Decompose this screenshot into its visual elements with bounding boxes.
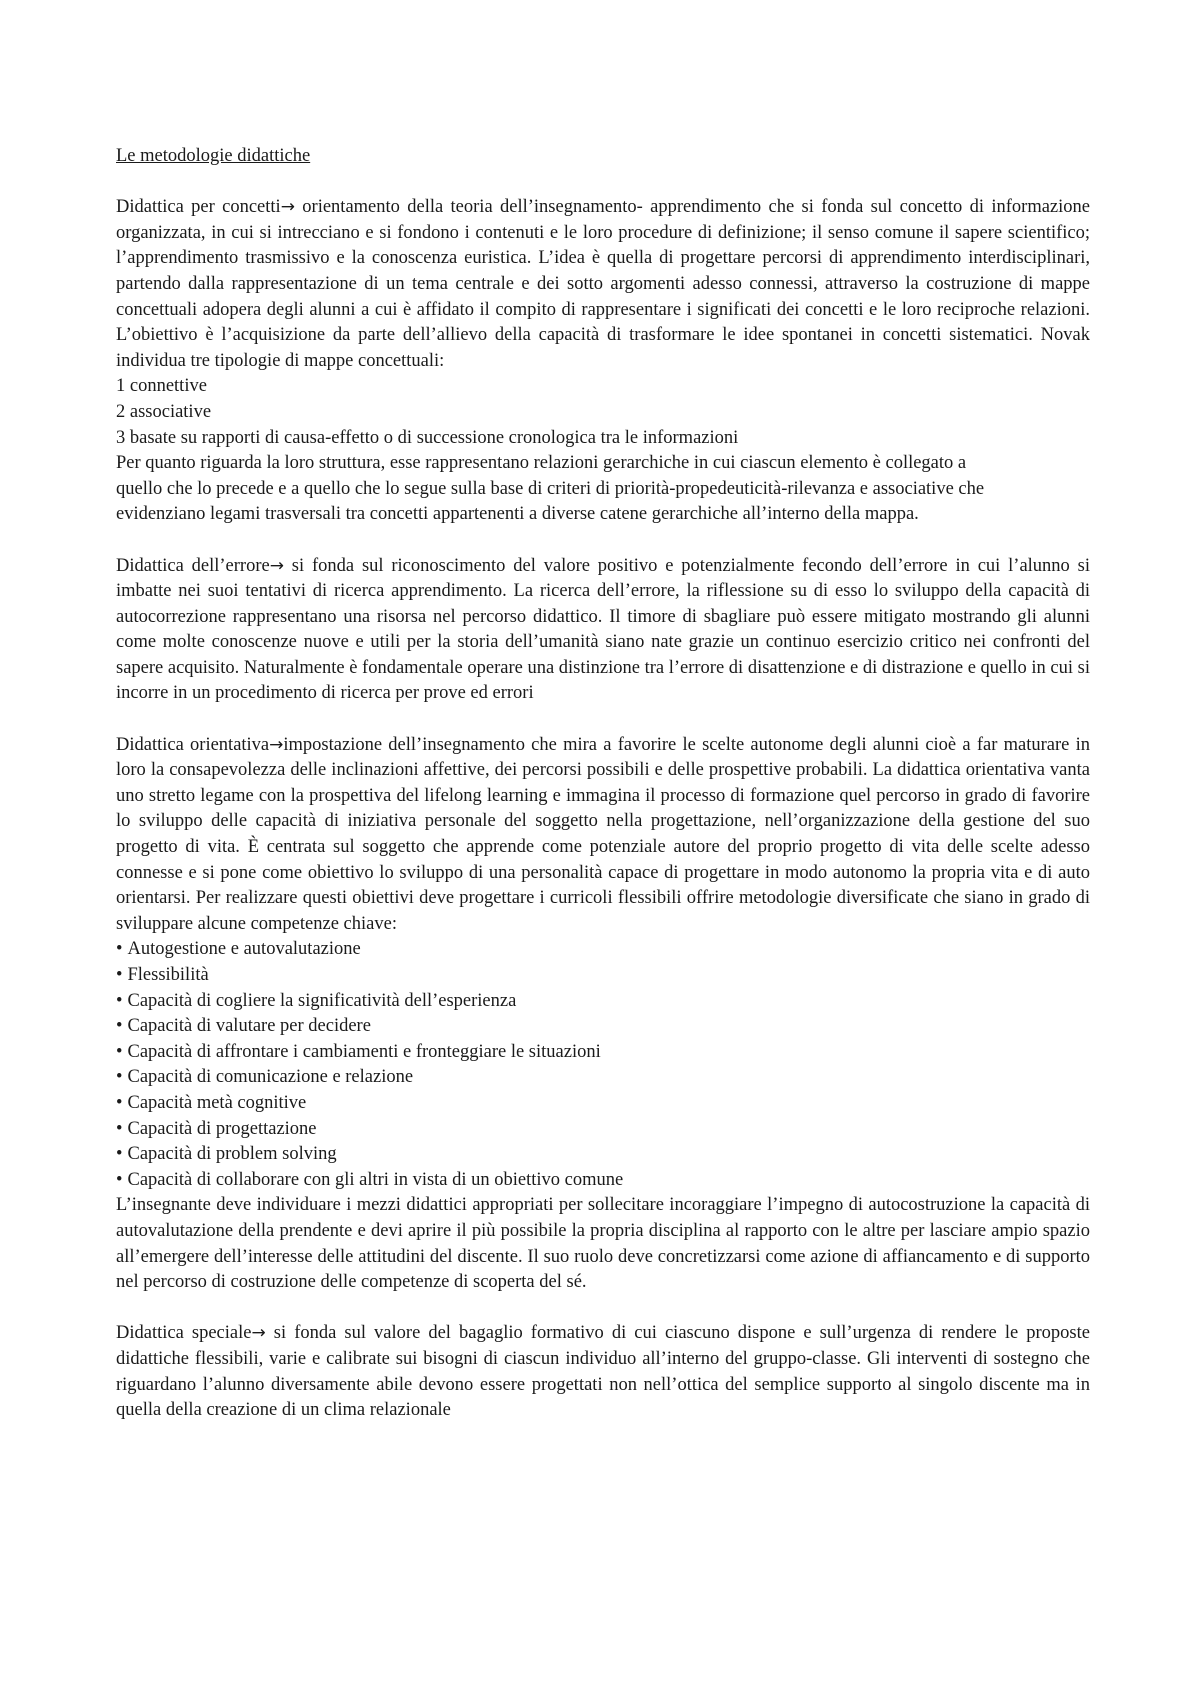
section-text: impostazione dell’insegnamento che mira a favorire le scelte autonome degli alunni cioè a far maturare in loro la consapevolezza delle inclinazioni affettive, dei percorsi possibili e delle prospettive probabili. La didattica orientativa vanta uno stretto legame con la prospettiva del lifelong learning e immagina il processo di formazione quel percorso in grado di favorire lo sviluppo delle capacità di iniziativa personale del soggetto nella progettazione, nell’organizzazione della gestione del suo progetto di vita. È centrata sul soggetto che apprende come potenziale autore del proprio progetto di vita delle scelte adesso connesse e si pone come obiettivo lo sviluppo di una personalità capace di progettare in modo autonomo la propria vita e di auto orientarsi. Per realizzare questi obiettivi deve progettare i curricoli flessibili offrire metodologie diversificate che siano in grado di sviluppare alcune competenze chiave: — [116, 734, 1090, 934]
section-text: quello che lo precede e a quello che lo segue sulla base di criteri di priorità-propedeuticità-rilevanza e associative che — [116, 478, 985, 499]
section-heading: Didattica per concetti — [116, 197, 281, 218]
section-text: orientamento della teoria dell’insegnamento- apprendimento che si fonda sul concetto di informazione organizzata, in cui si intrecciano e si fondono i contenuti e le loro procedure di definizione; il senso comune il sapere scientifico; l’apprendimento trasmissivo e la conoscenza euristica. L’idea è quella di progettare percorsi di apprendimento interdisciplinari, partendo dalla rappresentazione di un tema centrale e dei sotto argomenti adesso connessi, attraverso la costruzione di mappe concettuali adopera degli alunni a cui è affidato il compito di rappresentare i significati dei concetti e le loro reciproche relazioni. L’obiettivo è l’acquisizione da parte dell’allievo della capacità di trasformare le idee spontanei in concetti sistematici. Novak individua tre tipologie di mappe concettuali: — [116, 197, 1090, 371]
section-text: Per quanto riguarda la loro struttura, esse rappresentano relazioni gerarchiche in cui ciascun elemento è collegato a — [116, 453, 967, 474]
section-text: si fonda sul valore del bagaglio formativo di cui ciascuno dispone e sull’urgenza di rendere le proposte didattiche flessibili, varie e calibrate sui bisogni di ciascun individuo all’interno del gruppo-classe. Gli interventi di sostegno che riguardano l’alunno diversamente abile devono essere progettati non nell’ottica del semplice supporto al singolo discente ma in quella della creazione di un clima relazionale — [116, 1323, 1090, 1421]
section-didattica-orientativa — [116, 733, 1090, 1296]
document-title: Le metodologie didattiche — [116, 146, 311, 166]
bullet-item: • Capacità di progettazione — [116, 1117, 1090, 1143]
section-paragraph — [116, 195, 1090, 374]
arrow-icon: → — [269, 555, 284, 576]
section-heading: Didattica dell’errore — [116, 555, 270, 576]
bullet-item: • Capacità di affrontare i cambiamenti e fronteggiare le situazioni — [116, 1040, 1090, 1066]
section-text: si fonda sul riconoscimento del valore positivo e potenzialmente fecondo dell’errore in cui l’alunno si imbatte nei suoi tentativi di ricerca apprendimento. La ricerca dell’errore, la riflessione su di esso lo sviluppo della capacità di autocorrezione rappresentano una risorsa nel percorso didattico. Il timore di sbagliare può essere mitigato mostrando gli alunni come molte conoscenze nuove e utili per la storia dell’umanità siano nate grazie un continuo esercizio critico nei confronti del sapere acquisito. Naturalmente è fondamentale operare una distinzione tra l’errore di disattenzione e di distrazione e quello in cui si incorre in un procedimento di ricerca per prove ed errori — [116, 555, 1090, 704]
section-didattica-errore — [116, 554, 1090, 708]
section-didattica-per-concetti — [116, 195, 1090, 528]
section-text: evidenziano legami trasversali tra concetti appartenenti a diverse catene gerarchiche all’interno della mappa. — [116, 504, 919, 525]
section-didattica-speciale — [116, 1321, 1090, 1423]
bullet-item: • Capacità di comunicazione e relazione — [116, 1065, 1090, 1091]
list-item: 2 associative — [116, 401, 212, 422]
arrow-icon: → — [269, 734, 284, 755]
section-paragraph — [116, 1321, 1090, 1423]
section-paragraph — [116, 554, 1090, 708]
bullet-item: • Capacità di collaborare con gli altri in vista di un obiettivo comune — [116, 1168, 1090, 1194]
arrow-icon: → — [251, 1323, 266, 1344]
section-heading: Didattica orientativa — [116, 734, 270, 755]
list-item: 3 basate su rapporti di causa-effetto o di successione cronologica tra le informazioni — [116, 427, 739, 448]
bullet-item: • Capacità di cogliere la significatività dell’esperienza — [116, 989, 1090, 1015]
section-text: L’insegnante deve individuare i mezzi didattici appropriati per sollecitare incoraggiare l’impegno di autocostruzione la capacità di autovalutazione della prendente e devi aprire il più possibile la propria disciplina al rapporto con le altre per lasciare ampio spazio all’emergere dell’interesse delle attitudini del discente. Il suo ruolo deve concretizzarsi come azione di affiancamento e di supporto nel percorso di costruzione delle competenze di scoperta del sé. — [116, 1195, 1090, 1293]
bullet-item: • Capacità di valutare per decidere — [116, 1014, 1090, 1040]
bullet-item: • Autogestione e autovalutazione — [116, 937, 1090, 963]
arrow-icon: → — [280, 197, 295, 218]
bullet-item: • Capacità di problem solving — [116, 1142, 1090, 1168]
bullet-item: • Flessibilità — [116, 963, 1090, 989]
section-paragraph — [116, 733, 1090, 938]
section-heading: Didattica speciale — [116, 1323, 252, 1344]
list-item: 1 connettive — [116, 376, 207, 397]
bullet-item: • Capacità metà cognitive — [116, 1091, 1090, 1117]
